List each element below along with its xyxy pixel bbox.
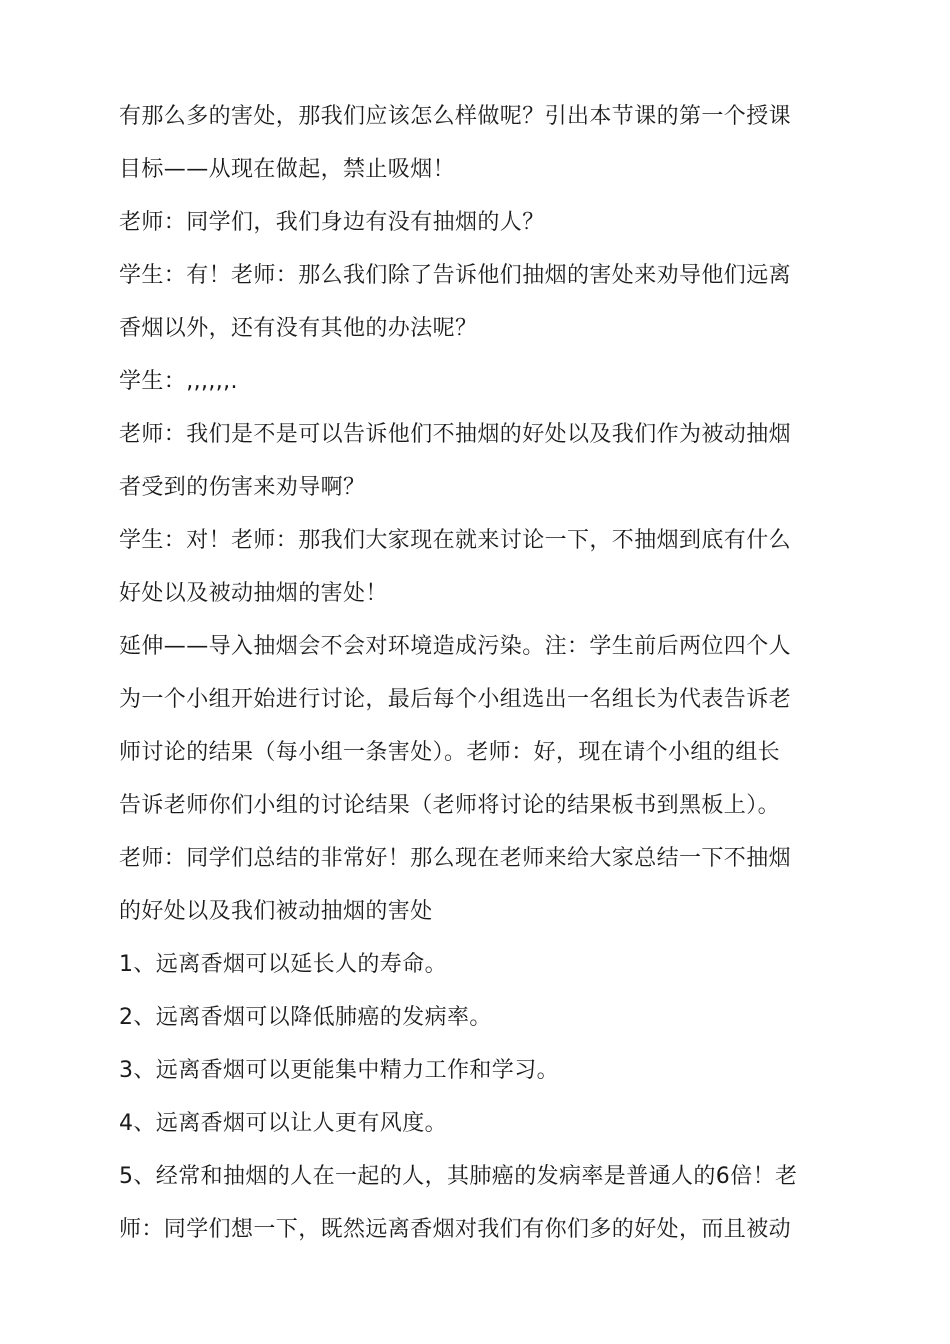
text-line: 师讨论的结果（每小组一条害处）。老师：好，现在请个小组的组长	[119, 740, 781, 765]
text-line: 有那么多的害处，那我们应该怎么样做呢？引出本节课的第一个授课	[119, 104, 792, 129]
text-line: 香烟以外，还有没有其他的办法呢？	[119, 316, 478, 341]
text-line: 延伸——导入抽烟会不会对环境造成污染。注：学生前后两位四个人	[119, 634, 792, 659]
text-line: 为一个小组开始进行讨论，最后每个小组选出一名组长为代表告诉老	[119, 687, 792, 712]
text-line: 老师：我们是不是可以告诉他们不抽烟的好处以及我们作为被动抽烟	[119, 422, 792, 447]
list-item: 4、远离香烟可以让人更有风度。	[119, 1111, 447, 1136]
list-item: 3、远离香烟可以更能集中精力工作和学习。	[119, 1058, 559, 1083]
list-item: 2、远离香烟可以降低肺癌的发病率。	[119, 1005, 492, 1030]
list-item: 5、经常和抽烟的人在一起的人，其肺癌的发病率是普通人的6倍！老	[119, 1164, 798, 1189]
document-body	[119, 90, 839, 1256]
text-line: 目标——从现在做起，禁止吸烟！	[119, 157, 456, 182]
text-line: 学生：有！老师：那么我们除了告诉他们抽烟的害处来劝导他们远离	[119, 263, 792, 288]
text-line: 的好处以及我们被动抽烟的害处	[119, 899, 433, 924]
text-line: 告诉老师你们小组的讨论结果（老师将讨论的结果板书到黑板上）。	[119, 793, 781, 818]
text-line: 师：同学们想一下，既然远离香烟对我们有你们多的好处，而且被动	[119, 1217, 792, 1242]
text-line: 老师：同学们总结的非常好！那么现在老师来给大家总结一下不抽烟	[119, 846, 792, 871]
text-line: 老师：同学们，我们身边有没有抽烟的人？	[119, 210, 545, 235]
text-line: 好处以及被动抽烟的害处！	[119, 581, 388, 606]
text-line: 学生：对！老师：那我们大家现在就来讨论一下，不抽烟到底有什么	[119, 528, 792, 553]
text-line: 学生：,,,,,,.	[119, 369, 238, 394]
list-item: 1、远离香烟可以延长人的寿命。	[119, 952, 447, 977]
text-line: 者受到的伤害来劝导啊？	[119, 475, 366, 500]
